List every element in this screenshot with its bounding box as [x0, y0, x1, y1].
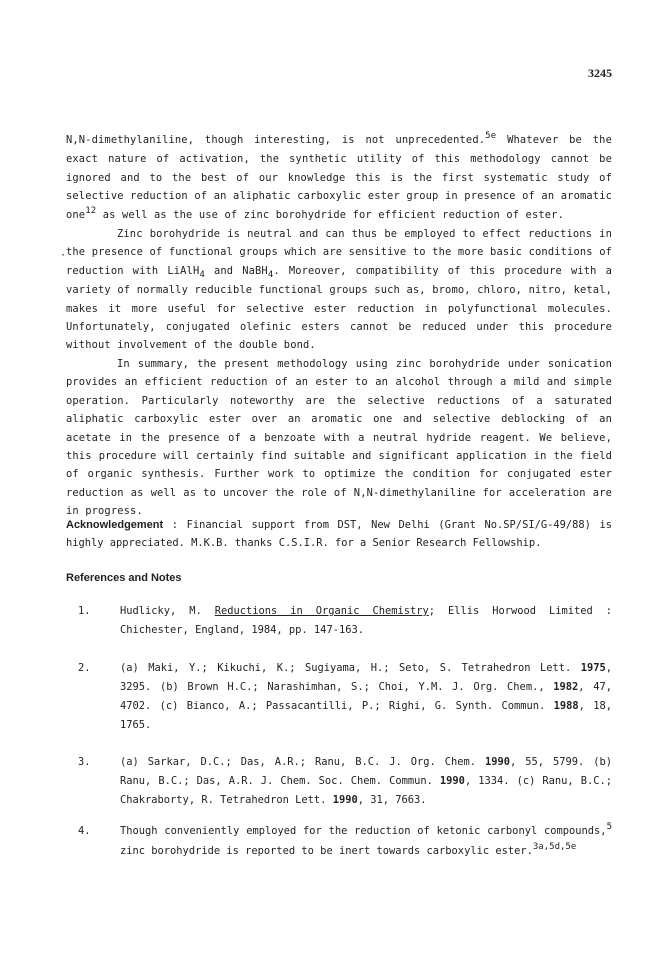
reference-text — [120, 602, 612, 640]
ref4-citation-3a-5d-5e: 3a,5d,5e — [532, 842, 577, 852]
ref3-part-d: , 31, 7663. — [357, 794, 427, 806]
ref3-part-b: , 55, 5799. (b) Ranu, B.C.; Das, A.R. J. Chem. Soc. Chem. Commun. — [120, 756, 613, 787]
reference-number: 1. — [78, 605, 91, 617]
p1-text-b: Whatever be the exact nature of activation, the synthetic utility of this methodology cannot be ignored and to the best of our knowledge this is the first systematic study of selective reduction of an aliphatic carboxylic ester group in presence of an aromatic one — [66, 134, 612, 221]
margin-mark: · — [60, 250, 67, 261]
reference-text — [120, 822, 612, 862]
ref2-year-2: 1982 — [553, 681, 579, 693]
ref1-details: ; Ellis Horwood Limited : Chichester, England, 1984, pp. 147-163. — [120, 605, 612, 636]
ref3-part-c: , 1334. (c) Ranu, B.C.; Chakraborty, R. Tetrahedron Lett. — [120, 775, 612, 806]
ref4-part-a: Though conveniently employed for the reduction of ketonic carbonyl compounds, — [120, 825, 607, 837]
p2-subscript-4b: 4 — [267, 269, 274, 280]
ref4-part-b: zinc borohydride is reported to be inert towards carboxylic ester. — [120, 845, 533, 857]
ref2-year-3: 1988 — [553, 700, 579, 712]
ref3-year-3: 1990 — [332, 794, 358, 806]
paragraph-1 — [66, 131, 612, 225]
paragraph-3: In summary, the present methodology using zinc borohydride under sonication provides an efficient reduction of an ester to an alcohol through a mild and simple operation. Particularly noteworthy are the selective reductions of a saturated aliphatic carboxylic ester over an aromatic one and selective deblocking of an acetate in the presence of a benzoate with a neutral hydride reagent. We believe, this procedure will certainly find suitable and significant application in the field of organic synthesis. Further work to optimize the condition for conjugated ester reduction as well as to uncover the role of N,N-dimethylaniline for acceleration are in progress. — [66, 357, 612, 518]
ref3-year-1: 1990 — [484, 756, 511, 768]
reference-text — [120, 659, 612, 735]
p1-citation-5e: 5e — [485, 131, 497, 141]
ref2-part-a: (a) Maki, Y.; Kikuchi, K.; Sugiyama, H.; Seto, S. Tetrahedron Lett. — [120, 662, 581, 674]
ref3-part-a: (a) Sarkar, D.C.; Das, A.R.; Ranu, B.C. J. Org. Chem. — [120, 756, 485, 768]
ref2-part-c: , 47, 4702. (c) Bianco, A.; Passacantilli, P.; Righi, G. Synth. Commun. — [120, 681, 612, 712]
paragraph-2 — [66, 225, 612, 355]
ref2-year-1: 1975 — [580, 662, 606, 674]
reference-text — [120, 753, 612, 810]
p2-text-c: . Moreover, compatibility of this procedure with a variety of normally reducible functional groups such as, bromo, chloro, nitro, ketal, makes it more useful for selective ester reduction in polyfunctional molecules. Unfortunately, conjugated olefinic esters cannot be reduced under this procedure without involvement of the double bond. — [66, 264, 612, 352]
ref1-authors: Hudlicky, M. — [120, 605, 215, 617]
ref3-year-2: 1990 — [439, 775, 465, 787]
ref2-part-b: , 3295. (b) Brown H.C.; Narashimhan, S.; Choi, Y.M. J. Org. Chem., — [120, 662, 612, 693]
p1-text-a: N,N-dimethylaniline, though interesting, is not unprecedented. — [66, 134, 486, 146]
ref1-book-title: Reductions in Organic Chemistry — [214, 605, 429, 617]
reference-number: 2. — [78, 662, 91, 674]
references-heading: References and Notes — [66, 572, 182, 584]
page-number: 3245 — [588, 66, 612, 80]
p1-citation-12: 12 — [85, 205, 97, 216]
body-text — [66, 131, 612, 521]
p1-text-c: as well as the use of zinc borohydride for efficient reduction of ester. — [96, 208, 564, 221]
acknowledgement-heading: Acknowledgement — [66, 519, 164, 531]
acknowledgement — [66, 516, 612, 553]
reference-number: 3. — [78, 756, 91, 768]
p2-text-a: Zinc borohydride is neutral and can thus be employed to effect reductions in the presence of functional groups which are sensitive to the more basic conditions of reduction with LiAlH — [66, 228, 612, 277]
p2-subscript-4a: 4 — [199, 269, 205, 280]
p2-text-b: and NaBH — [204, 264, 268, 277]
ref2-part-d: , 18, 1765. — [120, 700, 612, 731]
acknowledgement-text: Financial support from DST, New Delhi (Grant No.SP/SI/G-49/88) is highly appreciated. M.K.B. thanks C.S.I.R. for a Senior Research Fellowship. — [66, 519, 612, 550]
ref4-citation-5: 5 — [606, 822, 612, 832]
acknowledgement-separator: : — [163, 519, 187, 531]
reference-number: 4. — [78, 825, 91, 837]
